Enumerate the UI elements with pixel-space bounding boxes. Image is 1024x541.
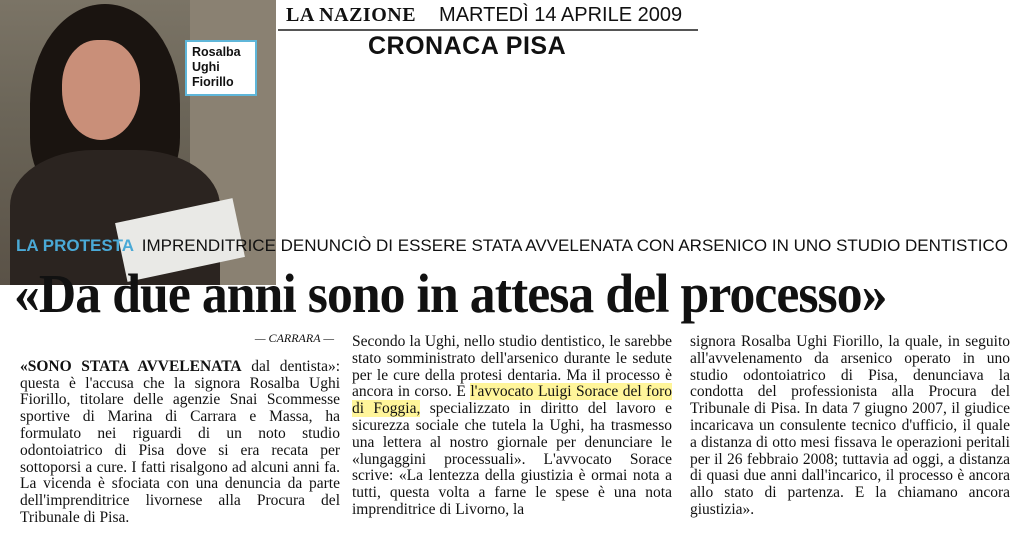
photo-portrait-face [62, 40, 140, 140]
kicker-tag: LA PROTESTA [16, 236, 135, 255]
kicker-text: IMPRENDITRICE DENUNCIÒ DI ESSERE STATA AVVELENATA CON ARSENICO IN UNO STUDIO DENTISTICO [141, 236, 1008, 255]
lead-in: «SONO STATA AVVELENATA [20, 357, 242, 375]
newspaper-name: LA NAZIONE [286, 4, 417, 26]
masthead-rule [278, 29, 698, 31]
column-1-body: dal dentista»: questa è l'accusa che la signora Rosalba Ughi Fiorillo, titolare delle agenzie Snai Scommesse sportive di Marina di Carrara e Massa, ha formulato nei riguardi di un noto studio odontoiatrico di Pisa dove si era recata per sottoporsi a cure. I fatti risalgono ad alcuni anni fa. La vicenda è sfociata con una denuncia da parte dell'imprenditrice livornese alla Procura del Tribunale di Pisa. [20, 357, 340, 526]
photo-caption: Rosalba Ughi Fiorillo [185, 40, 257, 96]
article-column-2 [352, 334, 672, 519]
column-2-body-a: Secondo la Ughi, nello studio dentistico, le sarebbe stato somministrato dell'arsenico durante le sedute per le cure della protesi dentaria. Ma il processo è ancora in corso. E [352, 333, 672, 401]
issue-date: MARTEDÌ 14 APRILE 2009 [439, 4, 683, 26]
column-2-body-b: specializzato in diritto del lavoro e sicurezza sociale che tutela la Ughi, ha trasmesso una lettera al nostro giornale per denunciare le «lungaggini processuali». L'avvocato Sorace scrive: «La lentezza della giustizia è ormai nota a tutti, questa volta a farne le spese è una nota imprenditrice di Livorno, la [352, 400, 672, 518]
section-title: CRONACA PISA [368, 32, 567, 60]
headline: «Da due anni sono in attesa del processo» [14, 263, 887, 324]
column-1-text [20, 359, 340, 527]
dateline: — CARRARA — [254, 331, 334, 345]
masthead [286, 4, 686, 27]
kicker [16, 236, 1016, 256]
highlighted-text: l'avvocato Luigi Sorace del foro di Foggia, [352, 383, 673, 418]
column-2-text [352, 334, 672, 519]
article-column-1 [20, 330, 340, 527]
article-column-3 [690, 334, 1010, 519]
column-3-text: signora Rosalba Ughi Fiorillo, la quale, in seguito all'avvelenamento da arsenico operato in uno studio odontoiatrico di Pisa, denunciava la condotta del professionista alla Procura del Tribunale di Pisa. In data 7 giugno 2007, il giudice incaricava un consulente tecnico d'ufficio, il quale a distanza di otto mesi fissava le operazioni peritali per il 26 febbraio 2008; tuttavia ad oggi, a distanza di quasi due anni dall'incarico, il processo è ancora allo stato di partenza. E la chiamano ancora giustizia». [690, 333, 1010, 518]
